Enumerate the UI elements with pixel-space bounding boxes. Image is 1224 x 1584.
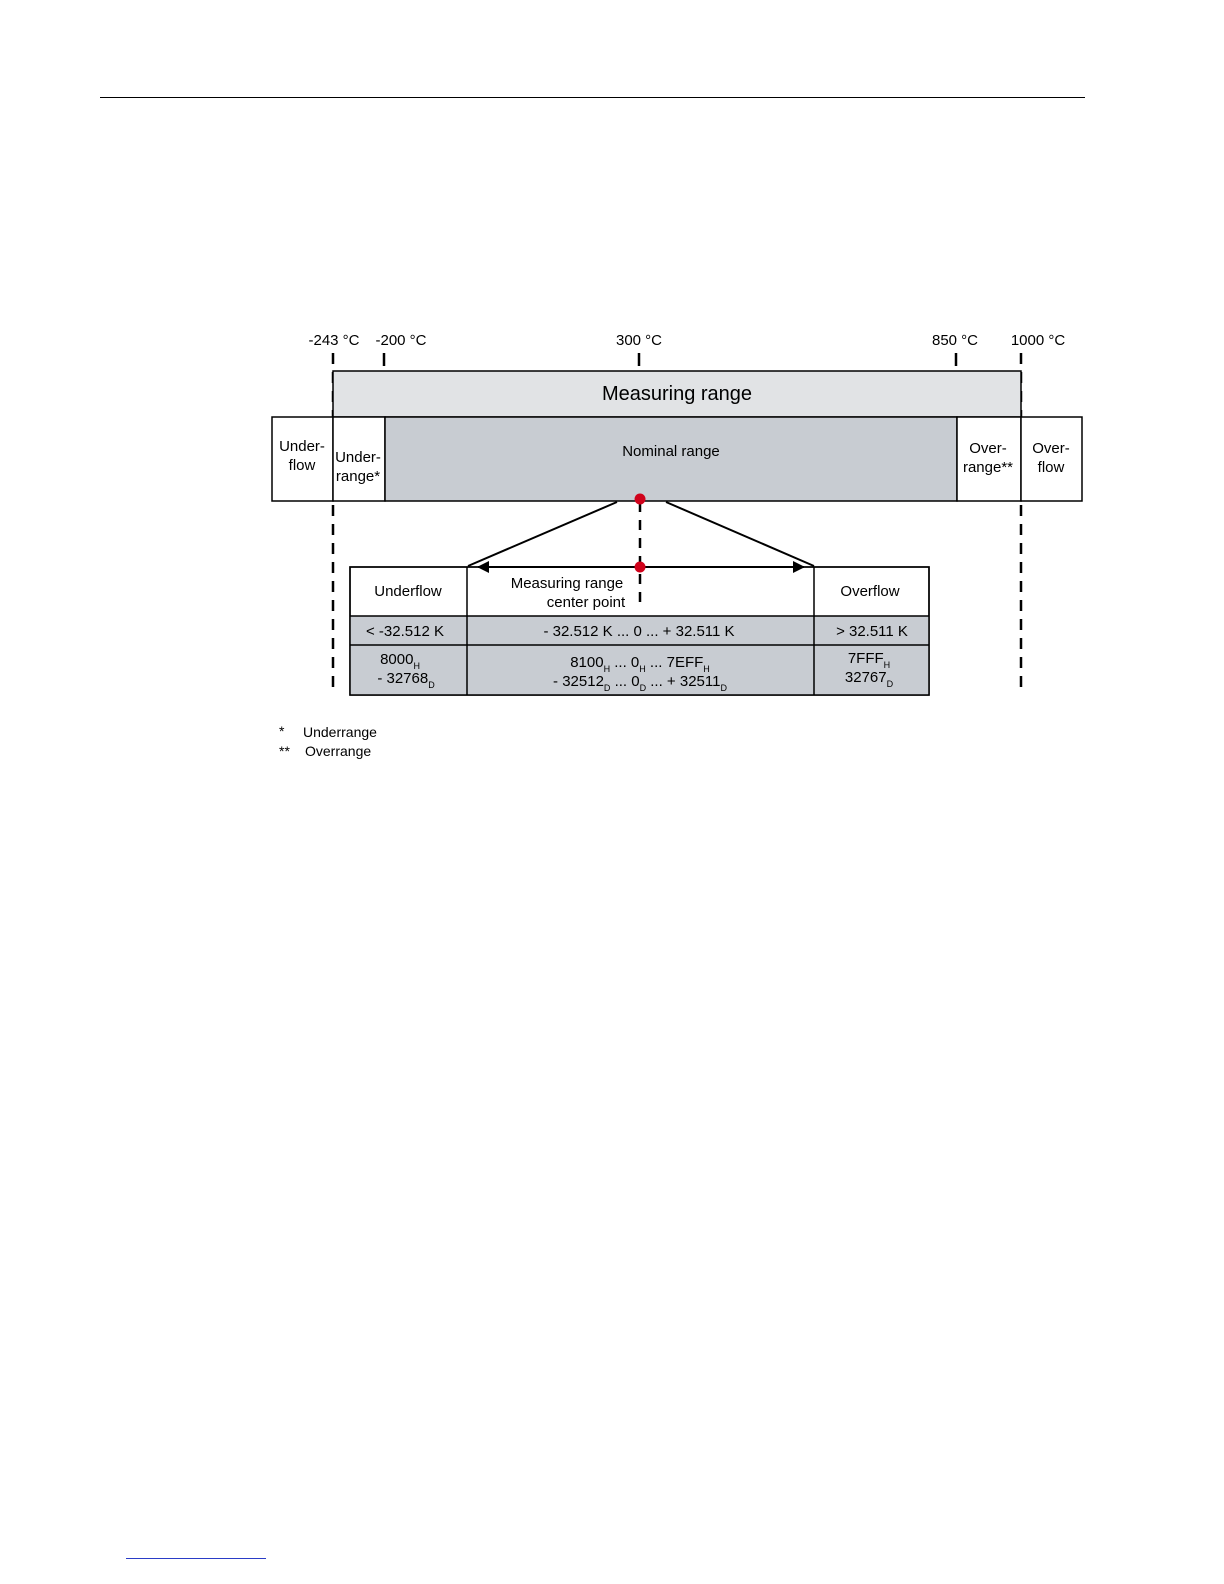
segment-overrange-label-2: range** — [962, 459, 1014, 476]
center-point-marker-top — [635, 494, 646, 505]
segment-underflow-label-2: flow — [288, 457, 316, 474]
segment-overflow-label-2: flow — [1037, 459, 1065, 476]
segment-underflow-label-1: Under- — [279, 438, 325, 455]
segment-overrange-label-1: Over- — [969, 440, 1007, 457]
table-header-center-line2: center point — [546, 594, 626, 611]
temp-label-minus-200: -200 °C — [375, 332, 427, 349]
code-center-hex: $8100_H$ ... $0_H$ ... $7EFF_H$ — [570, 654, 710, 674]
code-underflow-dec: - $32768_D$ — [377, 670, 435, 690]
kelvin-center-range: - 32.512 K ... 0 ... + 32.511 K — [543, 623, 735, 640]
temp-label-1000: 1000 °C — [1010, 332, 1066, 349]
segment-overflow-label-1: Over- — [1032, 440, 1070, 457]
code-underflow-hex: $8000_H$ — [380, 651, 420, 671]
footer-link-underline — [126, 1558, 266, 1559]
kelvin-overflow-value: > 32.511 K — [836, 623, 908, 640]
temp-label-minus-243: -243 °C — [308, 332, 360, 349]
measuring-range-label: Measuring range — [601, 383, 753, 405]
segment-underrange-label-2: range* — [335, 468, 381, 485]
center-point-marker-table — [635, 562, 646, 573]
expansion-line-left — [468, 502, 617, 566]
code-center-dec: - $32512_D$ ... $0_D$ ... + $32511_D$ — [553, 673, 727, 693]
footnote-2-text: Overrange — [305, 743, 372, 759]
segment-nominal-label: Nominal range — [622, 443, 720, 460]
temp-label-850: 850 °C — [931, 332, 979, 349]
table-header-overflow: Overflow — [840, 583, 900, 600]
footnote-1-text: Underrange — [303, 724, 377, 740]
segment-underrange-label-1: Under- — [335, 449, 381, 466]
table-header-center-line1: Measuring range — [510, 575, 624, 592]
expansion-line-right — [666, 502, 814, 566]
temp-label-300: 300 °C — [615, 332, 663, 349]
footnote-1-mark: * — [279, 723, 285, 739]
table-header-underflow: Underflow — [374, 583, 442, 600]
code-overflow-hex: $7FFF_H$ — [847, 650, 891, 670]
footnote-2-mark: ** — [279, 743, 290, 759]
code-overflow-dec: $32767_D$ — [844, 669, 894, 689]
kelvin-underflow-value: < -32.512 K — [366, 623, 444, 640]
